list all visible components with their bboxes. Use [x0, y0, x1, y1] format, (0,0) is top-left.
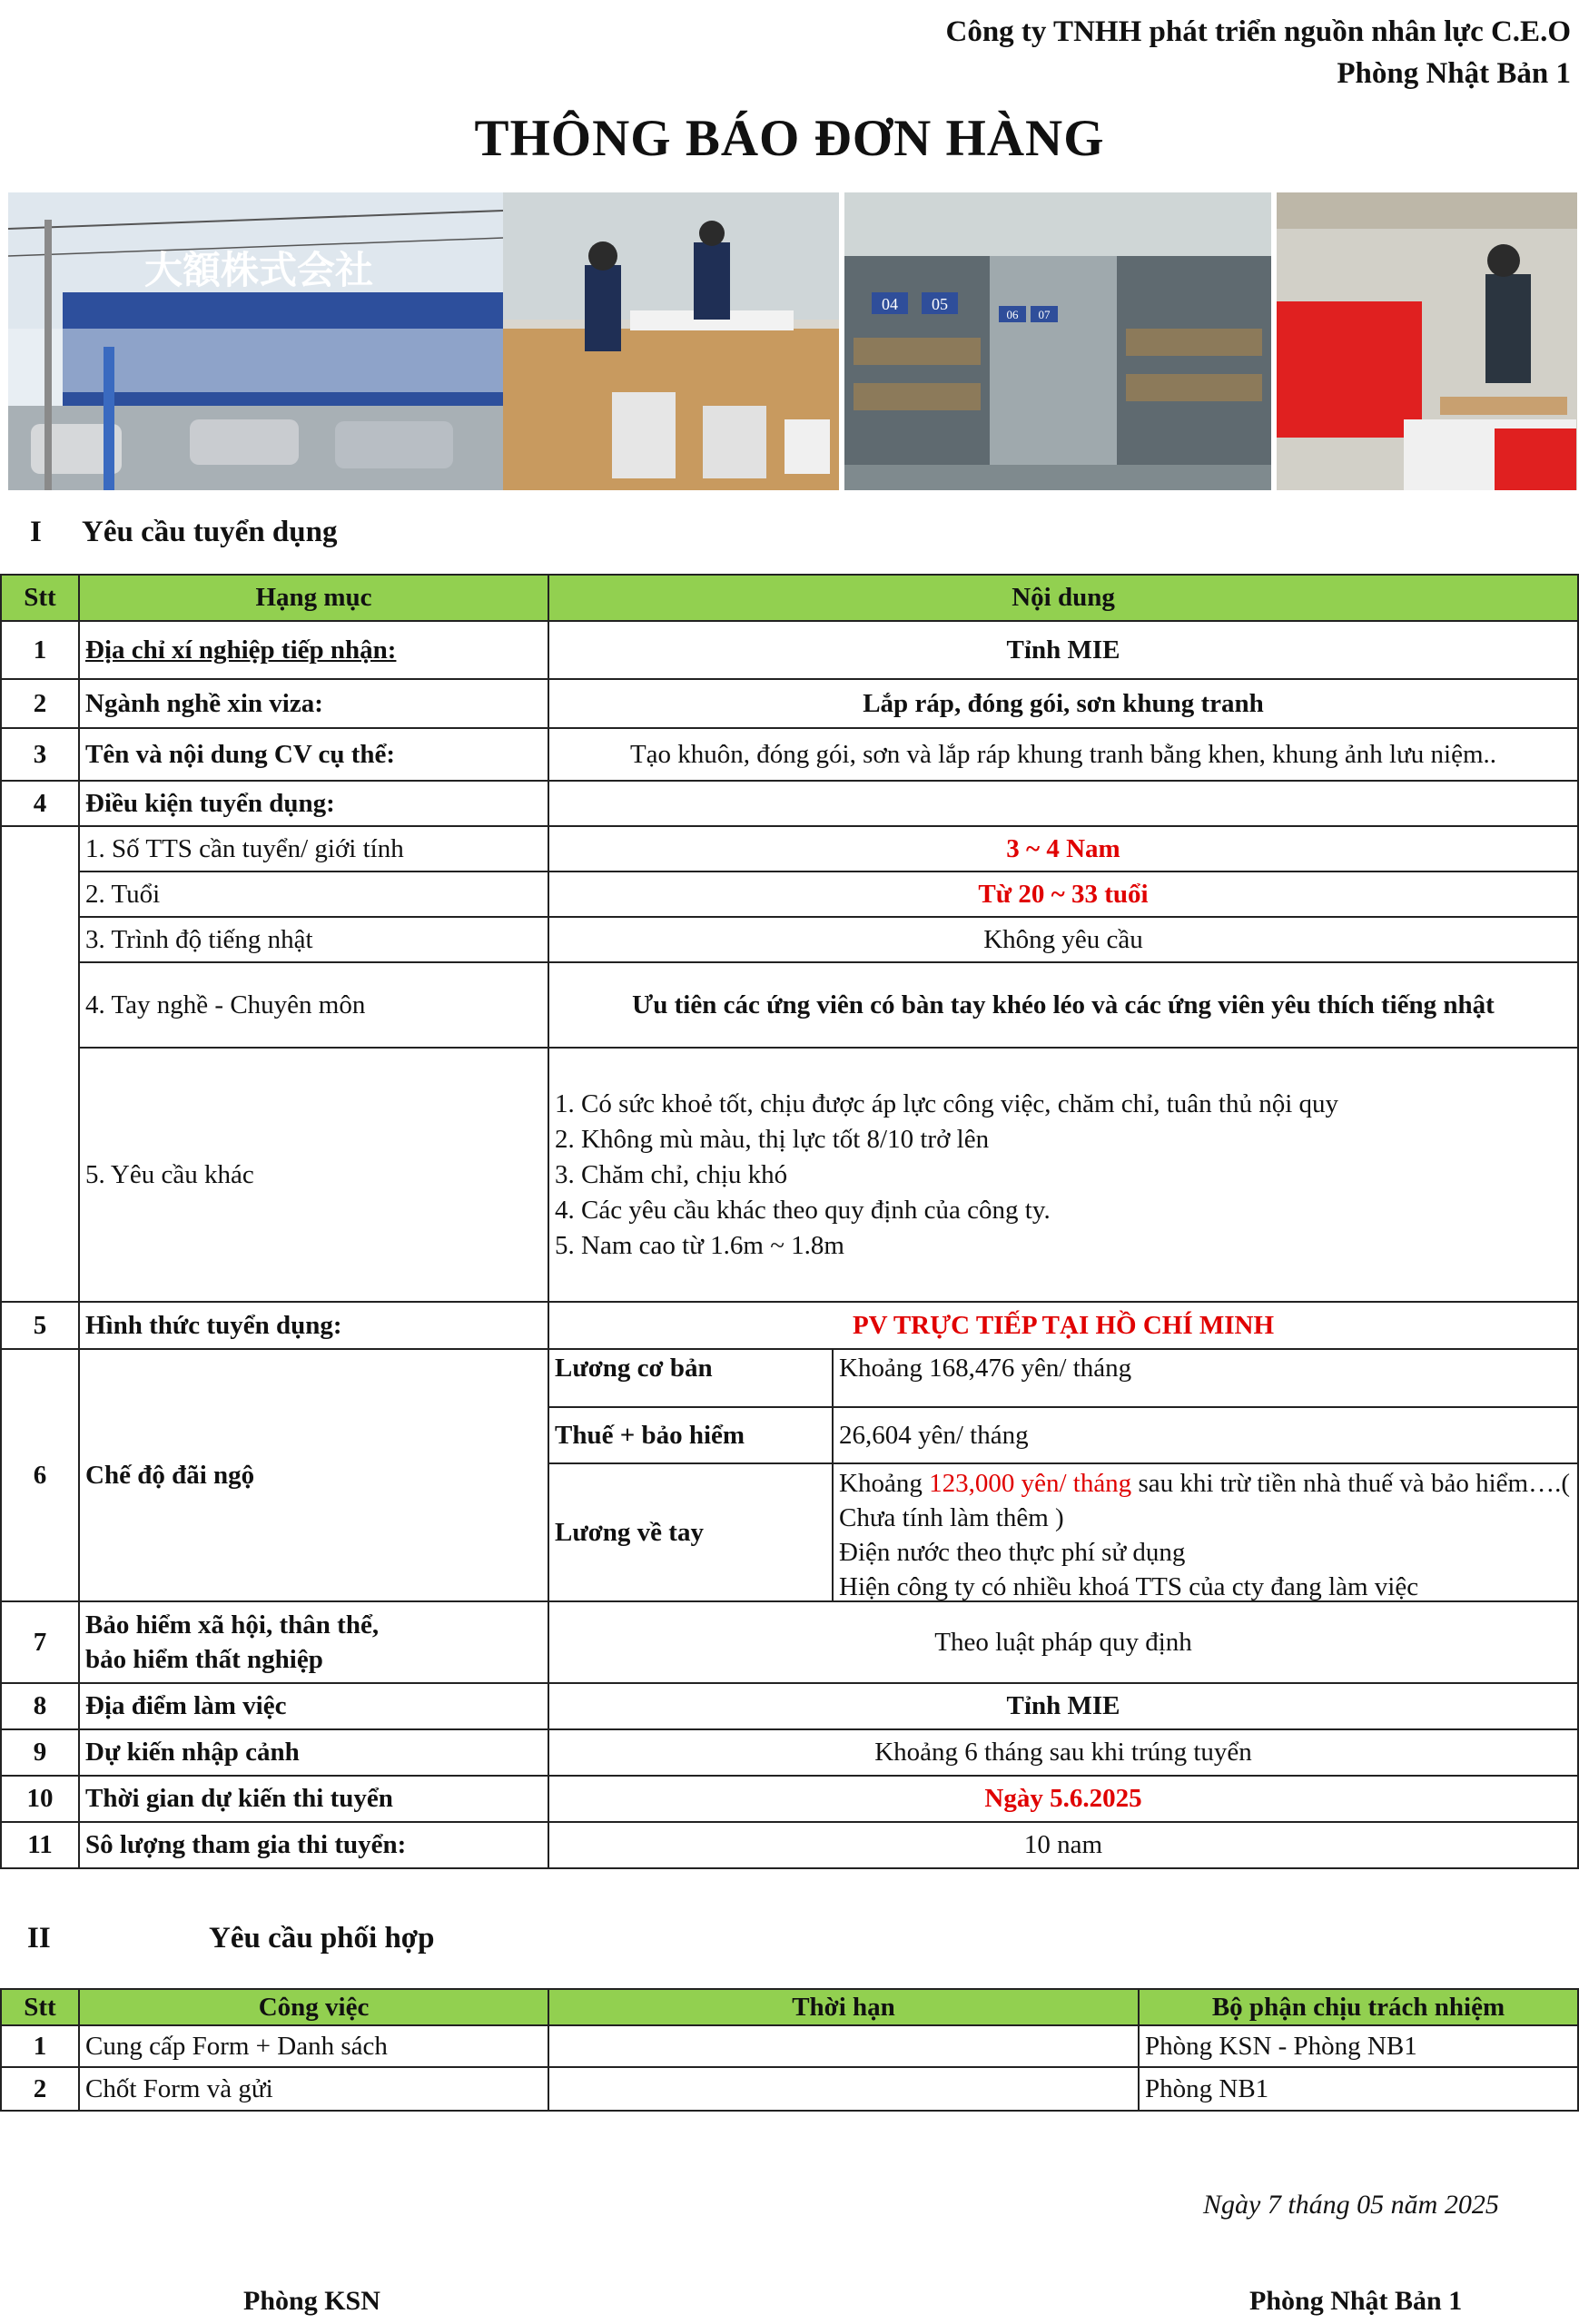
row-stt-empty [1, 826, 79, 1302]
table-header-row [1, 1989, 1578, 2025]
row-value: Tỉnh MIE [548, 621, 1578, 679]
tax-insurance-label: Thuế + bảo hiểm [548, 1407, 833, 1463]
row-stt: 8 [1, 1683, 79, 1729]
row-task: Chốt Form và gửi [79, 2067, 548, 2111]
company-header [945, 11, 1571, 94]
requirements-table [0, 574, 1579, 1869]
row-stt: 6 [1, 1349, 79, 1601]
row-stt: 2 [1, 2067, 79, 2111]
table-row [1, 962, 1578, 1048]
requirement-line: 3. Chăm chỉ, chịu khó [555, 1159, 788, 1189]
row-value: Ngày 5.6.2025 [548, 1776, 1578, 1822]
row-item: Địa điểm làm việc [79, 1683, 548, 1729]
row-value: Tỉnh MIE [548, 1683, 1578, 1729]
row-value: Không yêu cầu [548, 917, 1578, 962]
row-value [548, 781, 1578, 826]
department-name: Phòng Nhật Bản 1 [1337, 57, 1571, 90]
row-stt: 7 [1, 1601, 79, 1683]
net-salary-amount: 123,000 yên/ tháng [929, 1469, 1132, 1498]
coordination-table [0, 1988, 1579, 2112]
row-deadline [548, 2025, 1139, 2067]
row-item: 1. Số TTS cần tuyển/ giới tính [79, 826, 548, 872]
left-signature-label: Phòng KSN [243, 2286, 380, 2316]
insurance-line-1: Bảo hiểm xã hội, thân thể, [85, 1610, 380, 1640]
table-row [1, 1302, 1578, 1349]
row-stt: 3 [1, 728, 79, 781]
row-deadline [548, 2067, 1139, 2111]
tax-insurance-value: 26,604 yên/ tháng [833, 1407, 1578, 1463]
requirement-line: 2. Không mù màu, thị lực tốt 8/10 trở lên [555, 1124, 990, 1154]
row-value: Khoảng 6 tháng sau khi trúng tuyển [548, 1729, 1578, 1776]
row-value: Tạo khuôn, đóng gói, sơn và lắp ráp khung tranh bằng khen, khung ảnh lưu niệm.. [548, 728, 1578, 781]
row-item: Địa chỉ xí nghiệp tiếp nhận: [79, 621, 548, 679]
row-stt: 2 [1, 679, 79, 728]
row-value: Từ 20 ~ 33 tuổi [548, 872, 1578, 917]
row-owner: Phòng NB1 [1139, 2067, 1578, 2111]
table-row [1, 1349, 1578, 1407]
row-item: 5. Yêu cầu khác [79, 1048, 548, 1302]
row-item: Điều kiện tuyển dụng: [79, 781, 548, 826]
base-salary-label: Lương cơ bản [548, 1349, 833, 1407]
net-salary-suffix: sau khi trừ tiền nhà thuế và bảo hiểm….( Chưa tính làm thêm ) [839, 1469, 1571, 1532]
row-item: Tên và nội dung CV cụ thể: [79, 728, 548, 781]
row-item: Sô lượng tham gia thi tuyển: [79, 1822, 548, 1868]
table-row [1, 1776, 1578, 1822]
workshop-photo [503, 192, 839, 490]
row-item: 4. Tay nghề - Chuyên môn [79, 962, 548, 1048]
photo-strip [8, 192, 1577, 490]
table-row [1, 2067, 1578, 2111]
row-item: 2. Tuổi [79, 872, 548, 917]
row-item: 3. Trình độ tiếng nhật [79, 917, 548, 962]
col-item-header: Hạng mục [79, 575, 548, 621]
table-row [1, 872, 1578, 917]
row-item: Thời gian dự kiến thi tuyển [79, 1776, 548, 1822]
row-stt: 9 [1, 1729, 79, 1776]
table-row [1, 2025, 1578, 2067]
table-row [1, 1601, 1578, 1683]
document-title: THÔNG BÁO ĐƠN HÀNG [474, 110, 1105, 167]
col-task-header: Công việc [79, 1989, 548, 2025]
table-row [1, 917, 1578, 962]
row-owner: Phòng KSN - Phòng NB1 [1139, 2025, 1578, 2067]
section-1-title: Yêu cầu tuyển dụng [82, 516, 338, 548]
table-row [1, 826, 1578, 872]
requirement-line: 4. Các yêu cầu khác theo quy định của công ty. [555, 1195, 1051, 1225]
table-row [1, 1048, 1578, 1302]
row-stt: 11 [1, 1822, 79, 1868]
frame-assembly-photo [1277, 192, 1577, 490]
table-row [1, 1729, 1578, 1776]
company-name: Công ty TNHH phát triển nguồn nhân lực C.E.O [945, 15, 1571, 48]
row-item: Chế độ đãi ngộ [79, 1349, 548, 1601]
row-stt: 5 [1, 1302, 79, 1349]
row-stt: 1 [1, 621, 79, 679]
section-2-title: Yêu cầu phối hợp [209, 1922, 435, 1955]
row-value: 3 ~ 4 Nam [548, 826, 1578, 872]
row-item: Dự kiến nhập cảnh [79, 1729, 548, 1776]
other-requirements-list [548, 1048, 1578, 1302]
requirement-line: 5. Nam cao từ 1.6m ~ 1.8m [555, 1230, 844, 1260]
document-date: Ngày 7 tháng 05 năm 2025 [1203, 2190, 1499, 2220]
shelf-label: 07 [1038, 308, 1051, 321]
row-stt: 10 [1, 1776, 79, 1822]
row-value: Lắp ráp, đóng gói, sơn khung tranh [548, 679, 1578, 728]
col-owner-header: Bộ phận chịu trách nhiệm [1139, 1989, 1578, 2025]
section-2-number: II [27, 1922, 51, 1955]
requirement-line: 1. Có sức khoẻ tốt, chịu được áp lực công việc, chăm chỉ, tuân thủ nội quy [555, 1088, 1339, 1118]
row-item: Hình thức tuyển dụng: [79, 1302, 548, 1349]
factory-building-photo [8, 192, 503, 490]
row-value: PV TRỰC TIẾP TẠI HỒ CHÍ MINH [548, 1302, 1578, 1349]
row-item [79, 1601, 548, 1683]
utilities-note: Điện nước theo thực phí sử dụng [839, 1538, 1186, 1567]
shelf-label: 06 [1006, 308, 1019, 321]
col-deadline-header: Thời hạn [548, 1989, 1139, 2025]
net-salary-label: Lương về tay [548, 1463, 833, 1601]
row-task: Cung cấp Form + Danh sách [79, 2025, 548, 2067]
col-stt-header: Stt [1, 575, 79, 621]
right-signature-label: Phòng Nhật Bản 1 [1249, 2286, 1463, 2316]
base-salary-value: Khoảng 168,476 yên/ tháng [833, 1349, 1578, 1407]
col-stt-header: Stt [1, 1989, 79, 2025]
warehouse-photo [844, 192, 1271, 490]
row-value: Ưu tiên các ứng viên có bàn tay khéo léo và các ứng viên yêu thích tiếng nhật [548, 962, 1578, 1048]
net-salary-prefix: Khoảng [839, 1469, 930, 1498]
shelf-label: 04 [882, 295, 898, 313]
table-row [1, 1822, 1578, 1868]
row-item: Ngành nghề xin viza: [79, 679, 548, 728]
section-1-number: I [30, 516, 42, 548]
table-row [1, 621, 1578, 679]
row-value: 10 nam [548, 1822, 1578, 1868]
row-stt: 4 [1, 781, 79, 826]
net-salary-value [833, 1463, 1578, 1601]
table-header-row [1, 575, 1578, 621]
shelf-label: 05 [932, 295, 948, 313]
table-row [1, 728, 1578, 781]
table-row [1, 679, 1578, 728]
table-row [1, 781, 1578, 826]
row-stt: 1 [1, 2025, 79, 2067]
factory-sign-text: 大額株式会社 [144, 251, 374, 292]
company-note: Hiện công ty có nhiều khoá TTS của cty đang làm việc [839, 1572, 1419, 1600]
insurance-line-2: bảo hiểm thất nghiệp [85, 1645, 323, 1674]
row-value: Theo luật pháp quy định [548, 1601, 1578, 1683]
table-row [1, 1683, 1578, 1729]
col-content-header: Nội dung [548, 575, 1578, 621]
